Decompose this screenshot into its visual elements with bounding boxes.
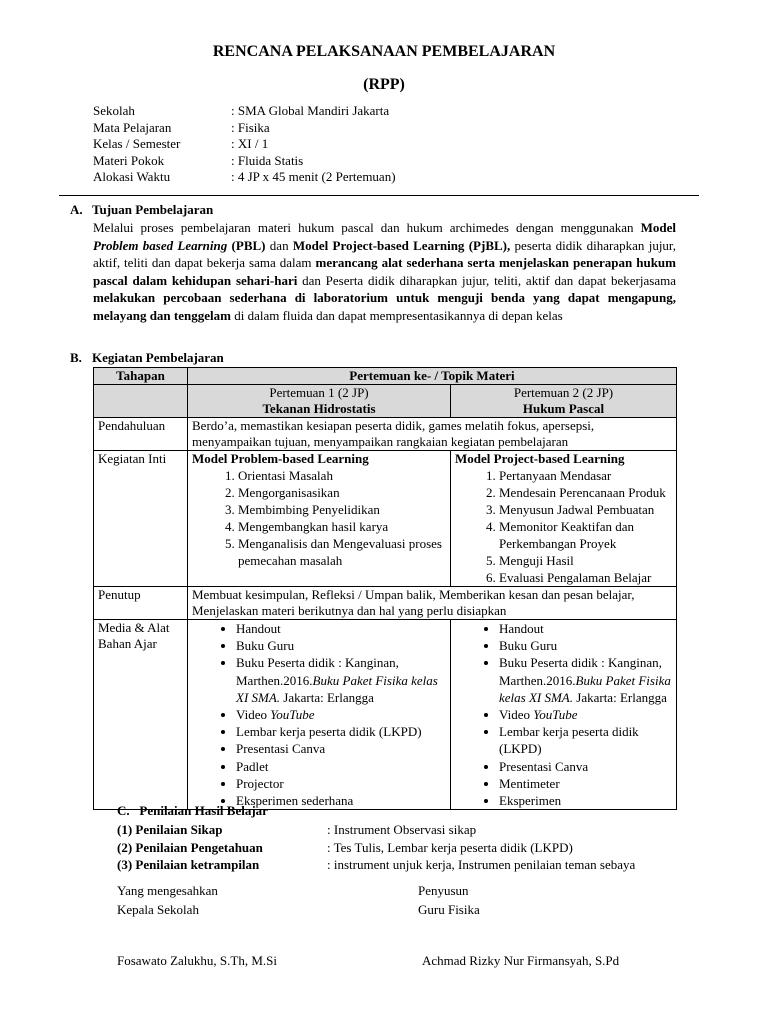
media-cell-2 [451,620,677,810]
info-key: Kelas / Semester [93,136,181,151]
table-row [94,587,677,620]
text-italic: YouTube [270,707,315,723]
stage-text: Berdo’a, memastikan kesiapan peserta didik, games melatih fokus, apersepsi, menyampaikan tujuan, menyampaikan rangkaian kegiatan pembelajaran [188,418,677,451]
section-c-heading [117,803,268,819]
meeting-1-header [188,385,451,418]
section-letter: A. [70,202,83,217]
meeting-label: Pertemuan 1 (2 JP) [269,385,369,400]
info-row [93,153,396,170]
info-key: Sekolah [93,103,135,118]
table-header-row [94,368,677,385]
text-bold: merancang alat sederhana serta menjelaskan penerapan hukum pascal dalam kehidupan sehari-hari [93,255,676,288]
assessment-value: : Instrument Observasi sikap [327,822,477,837]
info-value: : Fisika [231,119,270,135]
media-list [192,620,446,809]
objective-paragraph [93,219,676,325]
text-run: Buku Peserta didik : Kanginan, Marthen.2016. [236,655,399,688]
signature-right [418,881,480,919]
pjbl-cell [451,451,677,587]
assessment-value: : Tes Tulis, Lembar kerja peserta didik (LKPD) [327,839,573,855]
text-bold: (PBL) [227,237,266,253]
meeting-topic: Hukum Pascal [522,401,605,416]
list-item: 1. Orientasi Masalah [238,467,446,484]
section-b-heading [70,350,224,366]
signature-left [117,881,218,919]
signature-name-left: Fosawato Zalukhu, S.Th, M.Si [117,953,277,968]
text-run: dan [265,237,293,253]
info-value: : SMA Global Mandiri Jakarta [231,103,390,118]
info-key: Alokasi Waktu [93,169,171,184]
list-item: 2. Mengorganisasikan [238,484,446,501]
list-item: • Projector [236,775,446,792]
header-tahapan: Tahapan [94,368,188,385]
meeting-2-header [451,385,677,418]
list-item: 1. Pertanyaan Mendasar [499,467,672,484]
table-row [94,451,677,587]
list-item: • Handout [236,620,446,637]
subheader-empty [94,385,188,418]
section-letter: C. [117,803,130,818]
text-italic: Buku Paket Fisika kelas XI SMA. [499,672,671,705]
text-run: Buku Peserta didik : Kanginan, Marthen.2016. [499,655,662,688]
pjbl-steps [455,467,672,586]
info-row [93,103,396,120]
assessment-row [117,839,635,857]
signature-role: Yang mengesahkan [117,883,218,898]
list-item: 2. Mendesain Perencanaan Produk [499,484,672,501]
text-run: Melalui proses pembelajaran materi hukum pascal dan hukum archimedes dengan menggunakan [93,220,641,235]
identity-block [93,103,396,186]
assessment-list [117,821,635,874]
list-item: • Eksperimen [499,792,672,809]
list-item: 3. Membimbing Penyelidikan [238,501,446,518]
assessment-value: : instrument unjuk kerja, Instrumen penilaian teman sebaya [327,857,636,872]
text-run: di dalam fluida dan dapat mempresentasikannya di depan kelas [230,307,563,323]
doc-title: RENCANA PELAKSANAAN PEMBELAJARAN [212,43,556,60]
text-bold: melakukan percobaan sederhana di laboratorium untuk menguji benda yang dapat mengapung, melayang dan tenggelam [93,290,676,323]
list-item: • Mentimeter [499,775,672,792]
list-item [499,654,672,706]
info-value: : Fluida Statis [231,152,304,168]
model-title: Model Project-based Learning [455,451,625,466]
meeting-topic: Tekanan Hidrostatis [262,401,376,416]
table-subheader-row [94,385,677,418]
pbl-steps [192,467,446,569]
text-italic: YouTube [533,707,578,723]
section-title: Kegiatan Pembelajaran [92,350,224,365]
text-run: dan Peserta didik diharapkan jujur, teliti, aktif dan dapat bekerjasama [297,272,676,288]
signature-name-right: Achmad Rizky Nur Firmansyah, S.Pd [422,953,620,968]
text-run: peserta didik diharapkan jujur, aktif, teliti dan dapat bekerja sama dalam [93,237,676,271]
info-row [93,169,396,186]
list-item: 6. Evaluasi Pengalaman Belajar [499,569,672,586]
section-a-heading [70,202,213,218]
pbl-cell [188,451,451,587]
text-italic: Buku Paket Fisika kelas XI SMA. [236,672,438,705]
list-item: • Lembar kerja peserta didik (LKPD) [499,723,672,757]
info-value: : 4 JP x 45 menit (2 Pertemuan) [231,169,396,184]
header-topik: Pertemuan ke- / Topik Materi [188,368,677,385]
doc-subtitle: (RPP) [363,76,405,93]
info-value: : XI / 1 [231,136,269,151]
table-row [94,418,677,451]
stage-label: Penutup [94,587,188,620]
assessment-name: (1) Penilaian Sikap [117,822,223,837]
model-title: Model Problem-based Learning [192,451,369,466]
list-item: 5. Menguji Hasil [499,552,672,569]
stage-label: Kegiatan Inti [94,451,188,587]
table-row [94,620,677,810]
list-item: 4. Mengembangkan hasil karya [238,518,446,535]
assessment-name: (2) Penilaian Pengetahuan [117,839,263,855]
stage-label: Media & Alat Bahan Ajar [94,620,188,810]
list-item: • Buku Guru [236,637,446,654]
section-letter: B. [70,350,82,365]
section-title: Penilaian Hasil Belajar [139,803,268,818]
info-key: Materi Pokok [93,152,165,168]
text-bold-italic: Problem based Learning [93,237,228,253]
signature-title: Kepala Sekolah [117,902,199,917]
list-item: 4. Memonitor Keaktifan dan Perkembangan Proyek [499,518,672,552]
list-item: • Buku Guru [499,637,672,654]
assessment-row [117,856,635,874]
media-list [455,620,672,809]
text-run: Jakarta: Erlangga [573,689,667,705]
stage-text: Membuat kesimpulan, Refleksi / Umpan balik, Memberikan kesan dan pesan belajar, Menjelaskan materi berikutnya dan hal yang perlu disiapkan [188,587,677,620]
list-item: • Padlet [236,758,446,775]
section-title: Tujuan Pembelajaran [92,202,214,217]
list-item: • Lembar kerja peserta didik (LKPD) [236,723,446,740]
text-run: Jakarta: Erlangga [280,689,374,705]
list-item: • Eksperimen sederhana [236,792,446,809]
list-item [499,706,672,723]
divider [59,195,699,196]
list-item: • Presentasi Canva [499,758,672,775]
meeting-label: Pertemuan 2 (2 JP) [513,385,614,400]
signature-role: Penyusun [418,883,469,898]
info-row [93,120,396,137]
stage-label: Pendahuluan [94,418,188,451]
assessment-name: (3) Penilaian ketrampilan [117,857,260,872]
list-item [236,706,446,723]
signature-title: Guru Fisika [418,902,480,917]
info-key: Mata Pelajaran [93,119,172,135]
text-bold: Model [640,220,676,235]
list-item [236,654,446,706]
activity-table [93,367,677,810]
list-item: • Handout [499,620,672,637]
assessment-row [117,821,635,839]
list-item: 5. Menganalisis dan Mengevaluasi proses pemecahan masalah [238,535,446,569]
text-bold: Model Project-based Learning (PjBL), [292,237,511,253]
media-cell-1 [188,620,451,810]
info-row [93,136,396,153]
text-run: Video [236,707,271,723]
text-run: Video [499,707,534,723]
list-item: 3. Menyusun Jadwal Pembuatan [499,501,672,518]
list-item: • Presentasi Canva [236,740,446,757]
